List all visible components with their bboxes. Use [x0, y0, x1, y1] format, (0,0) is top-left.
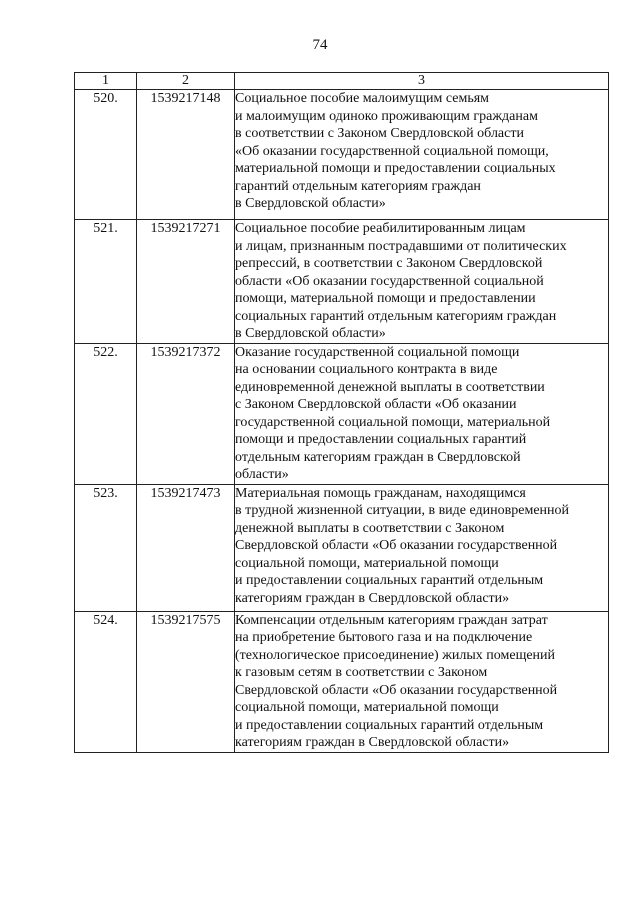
row-number: 522.: [75, 343, 137, 484]
column-header-3: 3: [235, 73, 609, 90]
row-code: 1539217372: [137, 343, 235, 484]
row-code: 1539217148: [137, 90, 235, 220]
row-description-text: Оказание государственной социальной помощи на основании социального контракта в виде единовременной денежной выплаты в соответствии с Законом Свердловской области «Об оказании государственной социальной помощи, материальной помощи и предоставлении социальных гарантий отдельным категориям граждан в Свердловской области»: [235, 344, 551, 482]
table-row: [75, 90, 609, 220]
column-header-2: 2: [137, 73, 235, 90]
row-code: 1539217271: [137, 220, 235, 344]
row-code: 1539217473: [137, 484, 235, 611]
row-description: [235, 484, 609, 611]
row-description: [235, 343, 609, 484]
row-description-text: Социальное пособие реабилитированным лицам и лицам, признанным пострадавшими от политических репрессий, в соответствии с Законом Свердловской области «Об оказании государственной социальной помощи, материальной помощи и предоставлении социальных гарантий отдельным категориям граждан в Свердловской области»: [235, 221, 567, 341]
table-row: [75, 484, 609, 611]
row-description-text: Материальная помощь гражданам, находящимся в трудной жизненной ситуации, в виде единовременной денежной выплаты в соответствии с Законом Свердловской области «Об оказании государственной социальной помощи, материальной помощи и предоставлении социальных гарантий отдельным категориям граждан в Свердловской области»: [235, 485, 570, 606]
row-number: 523.: [75, 484, 137, 611]
table-row: [75, 343, 609, 484]
row-code: 1539217575: [137, 611, 235, 752]
row-number: 521.: [75, 220, 137, 344]
row-description: [235, 611, 609, 752]
row-number: 520.: [75, 90, 137, 220]
page-number: 74: [312, 37, 328, 53]
row-description-text: Социальное пособие малоимущим семьям и малоимущим одиноко проживающим гражданам в соответствии с Законом Свердловской области «Об оказании государственной социальной помощи, материальной помощи и предоставлении социальных гарантий отдельным категориям граждан в Свердловской области»: [235, 91, 556, 211]
table-row: [75, 220, 609, 344]
column-header-1: 1: [75, 73, 137, 90]
row-description-text: Компенсации отдельным категориям граждан затрат на приобретение бытового газа и на подключение (технологическое присоединение) жилых помещений к газовым сетям в соответствии с Законом Свердловской области «Об оказании государственной социальной помощи, материальной помощи и предоставлении социальных гарантий отдельным категориям граждан в Свердловской области»: [235, 612, 558, 750]
row-description: [235, 220, 609, 344]
table-header-row: [75, 73, 609, 90]
budget-classification-table: [74, 72, 609, 753]
table-row: [75, 611, 609, 752]
row-number: 524.: [75, 611, 137, 752]
row-description: [235, 90, 609, 220]
